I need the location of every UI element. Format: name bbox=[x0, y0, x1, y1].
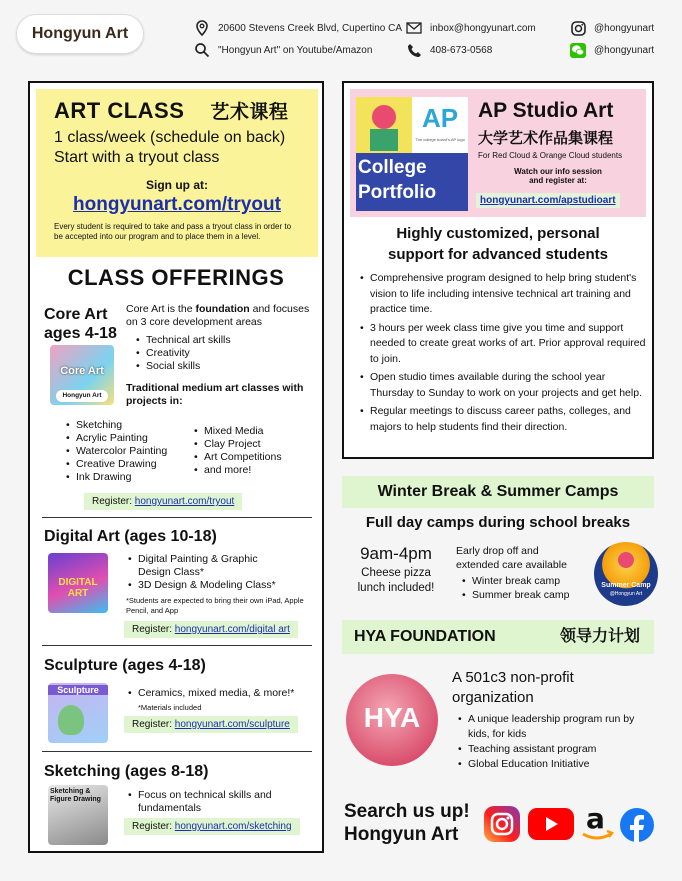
camp-item: • Winter break camp bbox=[460, 574, 569, 588]
wechat-icon bbox=[570, 42, 586, 58]
divider bbox=[42, 517, 312, 518]
project-item: • Mixed Media bbox=[192, 425, 312, 438]
digital-thumb-label: DIGITAL ART bbox=[58, 577, 98, 599]
divider bbox=[42, 751, 312, 752]
art-class-line2: Start with a tryout class bbox=[54, 149, 220, 166]
sculpture-thumbnail bbox=[48, 683, 108, 743]
college-portfolio-label bbox=[358, 155, 436, 205]
digital-art-thumbnail bbox=[48, 553, 108, 613]
camp-item: • Summer break camp bbox=[460, 588, 569, 602]
svg-text:a: a bbox=[586, 804, 605, 835]
sketching-list bbox=[126, 789, 306, 815]
ap-logo-sub: The college board's AP logo bbox=[415, 137, 465, 142]
digital-list bbox=[126, 553, 276, 592]
ap-info bbox=[478, 167, 638, 185]
core-art-heading-name: Core Art bbox=[44, 306, 108, 323]
email-link[interactable]: inbox@hongyunart.com bbox=[430, 22, 536, 34]
wechat-handle[interactable]: @hongyunart bbox=[594, 44, 655, 56]
address-row bbox=[194, 20, 402, 36]
core-register-label: Register: bbox=[92, 496, 135, 507]
sketching-register-label: Register: bbox=[132, 821, 175, 832]
hya-list bbox=[456, 712, 652, 772]
ap-title-cn: 大学艺术作品集课程 bbox=[478, 130, 614, 147]
camp-lunch-line1: Cheese pizza bbox=[361, 567, 431, 579]
phone-text: 408-673-0568 bbox=[430, 44, 493, 56]
project-item: • Art Competitions bbox=[192, 451, 312, 464]
art-class-line1: 1 class/week (schedule on back) bbox=[54, 129, 286, 146]
digital-item: • Digital Painting & Graphic Design Class* bbox=[126, 553, 276, 579]
sculpture-note: *Materials included bbox=[138, 703, 202, 712]
hya-logo-text: HYA bbox=[363, 702, 421, 733]
badge-line2: @Hongyun Art bbox=[609, 591, 643, 597]
projects-list-a bbox=[64, 419, 194, 484]
wechat-row bbox=[570, 42, 654, 58]
hya-org-line1: A 501c3 non-profit bbox=[452, 669, 574, 686]
hya-item: • Global Education Initiative bbox=[456, 757, 652, 772]
portfolio-line1: College bbox=[358, 157, 427, 178]
phone-row bbox=[406, 42, 492, 58]
project-item: • Creative Drawing bbox=[64, 458, 194, 471]
instagram-icon bbox=[570, 20, 586, 36]
project-item: • Sketching bbox=[64, 419, 194, 432]
right-column bbox=[342, 81, 654, 459]
core-register-link[interactable]: hongyunart.com/tryout bbox=[134, 496, 235, 507]
search-row bbox=[194, 42, 372, 58]
sketching-thumb-label: Sketching & Figure Drawing bbox=[50, 788, 101, 803]
hya-title: HYA FOUNDATION bbox=[354, 628, 496, 645]
sketching-register bbox=[124, 818, 300, 835]
camp-early-line1: Early drop off and bbox=[456, 545, 539, 557]
art-class-box bbox=[36, 89, 318, 257]
portfolio-line2: Portfolio bbox=[358, 182, 437, 203]
amazon-icon[interactable] bbox=[580, 804, 614, 844]
sculpture-figure-shape bbox=[58, 705, 84, 735]
divider bbox=[42, 645, 312, 646]
sculpture-register-label: Register: bbox=[132, 719, 175, 730]
sculpture-thumb-label: Sculpture bbox=[48, 685, 108, 695]
art-class-title-cn: 艺术课程 bbox=[210, 102, 289, 123]
art-class-title bbox=[54, 97, 300, 124]
search-us-footer bbox=[344, 800, 470, 846]
instagram-icon[interactable] bbox=[484, 806, 520, 842]
project-item: • Watercolor Painting bbox=[64, 445, 194, 458]
art-class-title-en: ART CLASS bbox=[54, 98, 185, 123]
hya-org-line2: organization bbox=[452, 689, 534, 706]
sculpture-register-link[interactable]: hongyunart.com/sculpture bbox=[174, 719, 290, 730]
traditional-heading: Traditional medium art classes with projects in: bbox=[126, 382, 304, 407]
core-area-item: • Creativity bbox=[134, 347, 314, 360]
ap-studio-box bbox=[350, 89, 646, 217]
digital-art-heading: Digital Art (ages 10-18) bbox=[44, 528, 217, 545]
ap-info-line1: Watch our info session bbox=[514, 167, 602, 176]
left-column bbox=[28, 81, 324, 853]
sketching-register-link[interactable]: hongyunart.com/sketching bbox=[174, 821, 292, 832]
logo-text: Hongyun Art bbox=[31, 25, 129, 42]
search-text: "Hongyun Art" on Youtube/Amazon bbox=[218, 44, 373, 56]
camp-time-block bbox=[346, 544, 446, 596]
footer-line1: Search us up! bbox=[344, 801, 470, 822]
instagram-row bbox=[570, 20, 654, 36]
ap-register-link[interactable]: hongyunart.com/apstudioart bbox=[476, 193, 620, 208]
logo bbox=[16, 14, 144, 54]
camps-banner: Winter Break & Summer Camps bbox=[342, 476, 654, 508]
hya-banner bbox=[342, 620, 654, 654]
digital-note: *Students are expected to bring their own iPad, Apple Pencil, and App bbox=[126, 596, 304, 615]
tryout-link[interactable]: hongyunart.com/tryout bbox=[73, 194, 281, 215]
ap-subtitle: For Red Cloud & Orange Cloud students bbox=[478, 151, 623, 160]
badge-line1: Summer Camp bbox=[601, 582, 651, 589]
core-intro-pre: Core Art is the bbox=[126, 303, 196, 315]
project-item: • Acrylic Painting bbox=[64, 432, 194, 445]
core-art-intro bbox=[126, 303, 318, 329]
instagram-handle[interactable]: @hongyunart bbox=[594, 22, 655, 34]
ap-logo bbox=[412, 97, 468, 153]
ap-title: AP Studio Art bbox=[478, 99, 614, 122]
youtube-icon[interactable] bbox=[528, 808, 574, 840]
project-item: • and more! bbox=[192, 464, 312, 477]
sculpture-register bbox=[124, 716, 298, 733]
project-item: • Clay Project bbox=[192, 438, 312, 451]
hya-logo bbox=[346, 674, 438, 766]
projects-list-b bbox=[192, 425, 312, 477]
digital-register-link[interactable]: hongyunart.com/digital art bbox=[174, 624, 290, 635]
digital-item: • 3D Design & Modeling Class* bbox=[126, 579, 276, 592]
project-item: • Ink Drawing bbox=[64, 471, 194, 484]
core-art-thumbnail bbox=[50, 345, 114, 405]
email-row bbox=[406, 20, 536, 36]
ap-highlight bbox=[344, 223, 652, 265]
camps-subtitle: Full day camps during school breaks bbox=[365, 514, 631, 531]
ap-student-illustration bbox=[356, 97, 412, 153]
camp-early-line2: extended care available bbox=[456, 559, 567, 571]
hya-title-cn: 领导力计划 bbox=[559, 628, 640, 645]
class-offerings-title: CLASS OFFERINGS bbox=[67, 265, 285, 290]
sculpture-list bbox=[126, 687, 316, 700]
camp-time: 9am-4pm bbox=[360, 544, 432, 563]
digital-register bbox=[124, 621, 298, 638]
ap-bullets-list bbox=[358, 271, 646, 438]
ap-highlight-line1: Highly customized, personal bbox=[396, 225, 600, 242]
core-art-heading-ages: ages 4-18 bbox=[44, 325, 117, 342]
core-area-item: • Social skills bbox=[134, 360, 314, 373]
footer-line2: Hongyun Art bbox=[344, 824, 459, 845]
ap-info-line2: and register at: bbox=[529, 176, 587, 185]
tryout-note: Every student is required to take and pass a tryout class in order to be accepted into our program and to place them in a level. bbox=[54, 222, 292, 241]
ap-bullet: • Regular meetings to discuss career paths, colleges, and majors to help students find their direction. bbox=[358, 404, 646, 435]
facebook-icon[interactable] bbox=[620, 808, 654, 842]
ap-highlight-line2: support for advanced students bbox=[387, 246, 609, 263]
address-text: 20600 Stevens Creek Blvd, Cupertino CA bbox=[218, 22, 402, 34]
core-art-thumb-logo: Hongyun Art bbox=[56, 390, 108, 402]
core-art-heading bbox=[44, 305, 117, 343]
ap-bullet: • 3 hours per week class time give you time and support needed to create great works of art. Prior approval required to join. bbox=[358, 321, 646, 368]
location-pin-icon bbox=[194, 20, 210, 36]
ap-image bbox=[356, 97, 468, 211]
phone-icon bbox=[406, 42, 422, 58]
ap-logo-text: AP bbox=[421, 103, 459, 133]
sketching-heading: Sketching (ages 8-18) bbox=[44, 763, 209, 780]
hya-item: • A unique leadership program run by kids, for kids bbox=[456, 712, 652, 742]
hya-org bbox=[452, 668, 574, 708]
camp-care-block bbox=[456, 544, 569, 602]
summer-camp-badge bbox=[594, 542, 658, 606]
core-area-item: • Technical art skills bbox=[134, 334, 314, 347]
camp-lunch-line2: lunch included! bbox=[357, 582, 435, 594]
signup-label: Sign up at: bbox=[146, 178, 208, 192]
sketching-thumbnail bbox=[48, 785, 108, 845]
digital-register-label: Register: bbox=[132, 624, 175, 635]
core-intro-post: and focuses on 3 core development areas bbox=[126, 303, 310, 328]
core-areas-list bbox=[134, 334, 314, 373]
mail-icon bbox=[406, 20, 422, 36]
search-icon bbox=[194, 42, 210, 58]
sculpture-heading: Sculpture (ages 4-18) bbox=[44, 657, 206, 674]
hya-item: • Teaching assistant program bbox=[456, 742, 652, 757]
core-intro-bold: foundation bbox=[195, 303, 250, 315]
ap-bullet: • Comprehensive program designed to help bring student's vision to life including intensive technical art training and practice time. bbox=[358, 271, 646, 318]
sculpture-item: • Ceramics, mixed media, & more!* bbox=[126, 687, 316, 700]
ap-bullet: • Open studio times available during the school year Thursday to Sunday to work on your projects and get help. bbox=[358, 370, 646, 401]
core-art-thumb-label: Core Art bbox=[60, 365, 104, 377]
sketching-item: • Focus on technical skills and fundamentals bbox=[126, 789, 306, 815]
core-register bbox=[84, 493, 242, 510]
camp-list bbox=[456, 574, 569, 602]
